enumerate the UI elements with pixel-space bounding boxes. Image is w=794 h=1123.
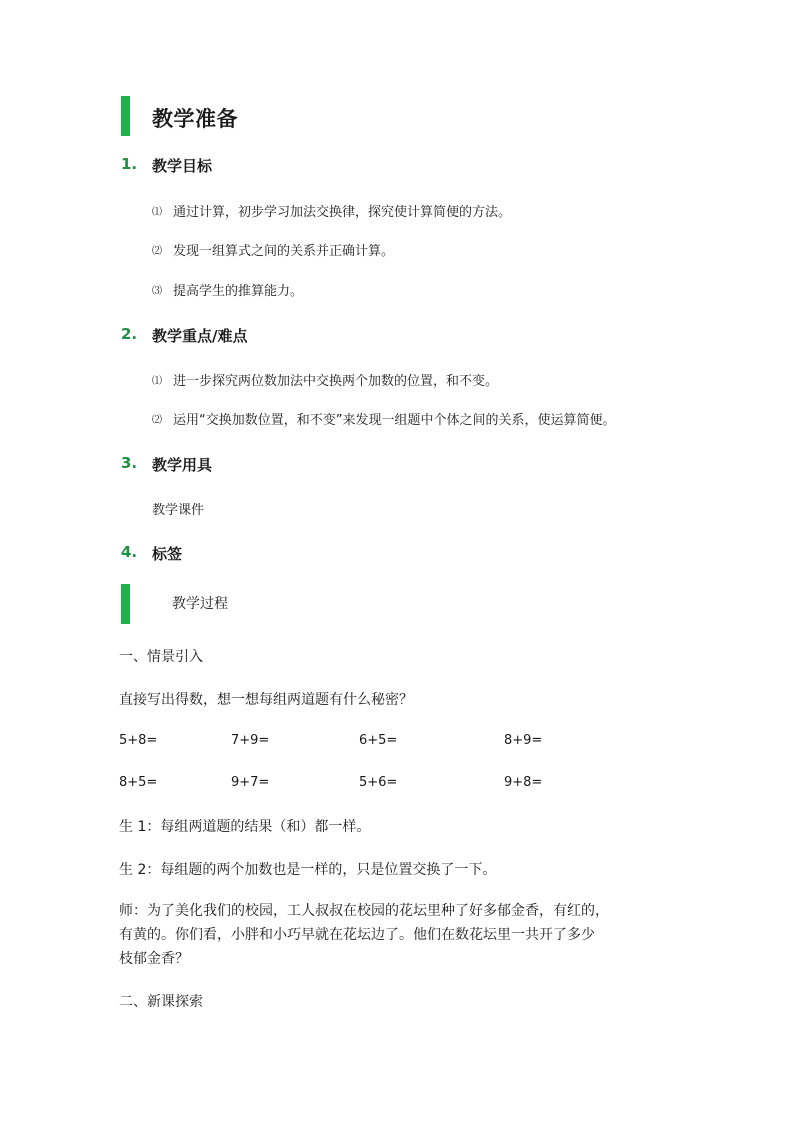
section-title: 教学准备 (152, 107, 238, 131)
paragraph: 生 2：每组题的两个加数也是一样的，只是位置交换了一下。 (119, 862, 497, 878)
point-marker: ⑴ (152, 207, 162, 218)
paragraph-line: 有黄的。你们看，小胖和小巧早就在花坛边了。他们在数花坛里一共开了多少 (119, 927, 595, 943)
paragraph-line: 枝郁金香？ (119, 951, 189, 967)
point-text: 进一步探究两位数加法中交换两个加数的位置，和不变。 (173, 374, 499, 389)
section-marker-bar (121, 96, 130, 136)
equation: 9+7= (231, 775, 270, 790)
equation: 8+5= (119, 775, 158, 790)
part-heading: 二、新课探索 (119, 994, 203, 1010)
equation: 6+5= (359, 733, 398, 748)
equation: 5+8= (119, 733, 158, 748)
item-content: 教学课件 (152, 503, 205, 518)
equation: 9+8= (504, 775, 543, 790)
item-number: 2. (121, 325, 138, 343)
item-number: 1. (121, 155, 138, 173)
equation: 8+9= (504, 733, 543, 748)
point-text: 提高学生的推算能力。 (173, 284, 304, 299)
paragraph: 直接写出得数，想一想每组两道题有什么秘密？ (119, 692, 413, 708)
equation: 5+6= (359, 775, 398, 790)
section-marker-bar (121, 584, 130, 624)
item-heading: 教学重点/难点 (152, 327, 248, 345)
point-marker: ⑵ (152, 415, 162, 426)
point-text: 通过计算，初步学习加法交换律，探究使计算简便的方法。 (173, 205, 512, 220)
point-marker: ⑵ (152, 246, 162, 257)
paragraph: 生 1：每组两道题的结果（和）都一样。 (119, 819, 371, 835)
point-text: 运用“交换加数位置，和不变”来发现一组题中个体之间的关系，使运算简便。 (173, 413, 616, 428)
point-marker: ⑴ (152, 376, 162, 387)
point-text: 发现一组算式之间的关系并正确计算。 (173, 244, 395, 259)
item-heading: 标签 (152, 545, 183, 563)
item-heading: 教学用具 (152, 456, 213, 474)
part-heading: 一、情景引入 (119, 649, 203, 665)
section-title: 教学过程 (172, 596, 228, 612)
item-heading: 教学目标 (152, 157, 213, 175)
item-number: 4. (121, 543, 138, 561)
item-number: 3. (121, 454, 138, 472)
point-marker: ⑶ (152, 286, 162, 297)
paragraph-line: 师：为了美化我们的校园，工人叔叔在校园的花坛里种了好多郁金香，有红的， (119, 903, 609, 919)
equation: 7+9= (231, 733, 270, 748)
